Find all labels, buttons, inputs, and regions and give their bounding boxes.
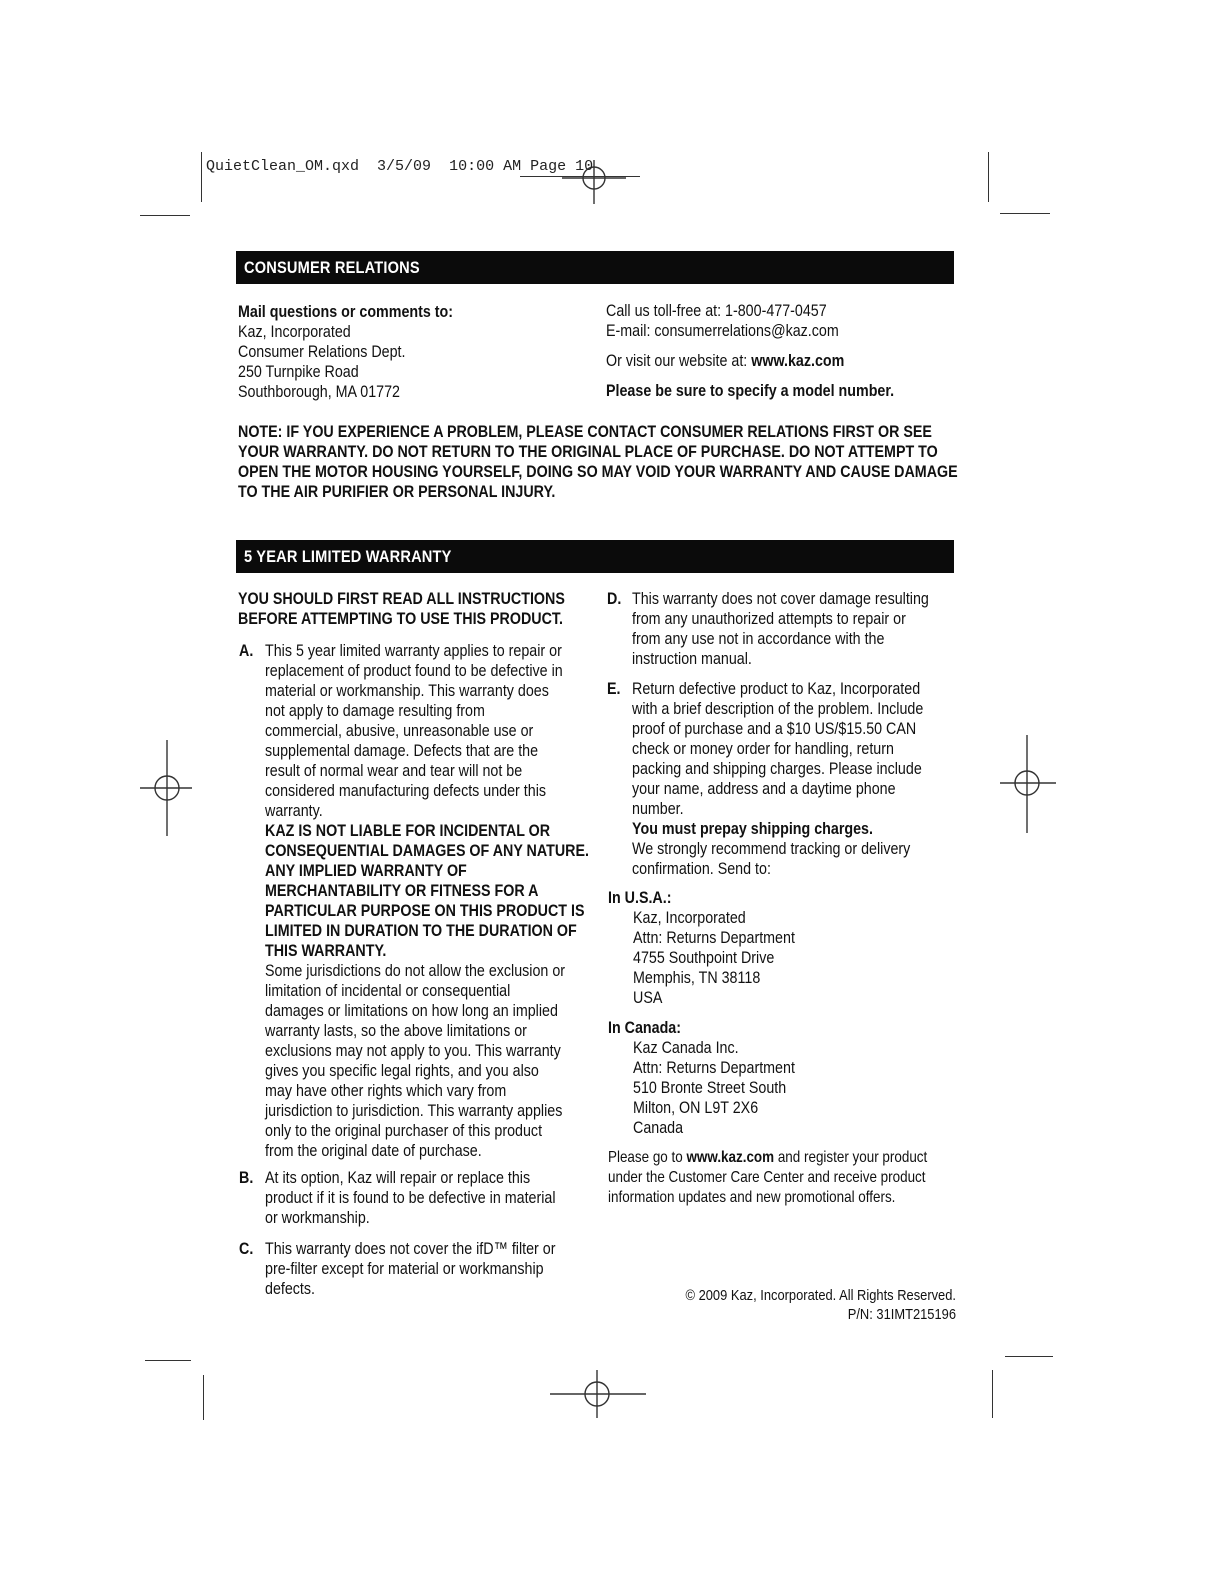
note-line: NOTE: IF YOU EXPERIENCE A PROBLEM, PLEASE CONTACT CONSUMER RELATIONS FIRST OR SEE xyxy=(238,422,932,441)
part-number: P/N: 31IMT215196 xyxy=(847,1306,956,1323)
crop-mark xyxy=(203,1375,204,1420)
note-line: TO THE AIR PURIFIER OR PERSONAL INJURY. xyxy=(238,482,556,501)
phone-line: Call us toll-free at: 1-800-477-0457 xyxy=(606,301,827,320)
note-line: OPEN THE MOTOR HOUSING YOURSELF, DOING SO MAY VOID YOUR WARRANTY AND CAUSE DAMAGE xyxy=(238,462,958,481)
item-c: This warranty does not cover the ifD™ filter or pre-filter except for material or workmanship defects. xyxy=(265,1239,556,1298)
register-note: Please go to www.kaz.com and register your product under the Customer Care Center and receive product information updates and new promotional offers. xyxy=(608,1149,928,1206)
item-letter: E. xyxy=(607,679,621,698)
crop-mark xyxy=(1005,1356,1053,1357)
website-line: Or visit our website at: www.kaz.com xyxy=(606,351,845,370)
item-letter: B. xyxy=(239,1168,254,1187)
mail-line: 250 Turnpike Road xyxy=(238,362,359,381)
slug-filename: QuietClean_OM.qxd xyxy=(206,158,360,175)
crop-mark xyxy=(140,215,190,216)
section-header-consumer-relations: CONSUMER RELATIONS xyxy=(236,251,954,284)
slug-underline xyxy=(520,176,640,177)
canada-label: In Canada: xyxy=(608,1018,682,1037)
usa-address: Kaz, Incorporated Attn: Returns Department 4755 Southpoint Drive Memphis, TN 38118 USA xyxy=(633,908,795,1007)
item-letter: C. xyxy=(239,1239,254,1258)
crop-mark xyxy=(145,1360,191,1361)
problem-note xyxy=(238,422,958,502)
usa-label: In U.S.A.: xyxy=(608,888,672,907)
mail-line: Consumer Relations Dept. xyxy=(238,342,406,361)
crop-mark xyxy=(992,1370,993,1418)
registration-mark-icon xyxy=(140,740,192,836)
copyright: © 2009 Kaz, Incorporated. All Rights Reserved. xyxy=(685,1287,956,1304)
item-letter: D. xyxy=(607,589,622,608)
model-number-note: Please be sure to specify a model number. xyxy=(606,381,895,400)
intro-line: BEFORE ATTEMPTING TO USE THIS PRODUCT. xyxy=(238,609,564,628)
item-e: Return defective product to Kaz, Incorporated with a brief description of the problem. Include proof of purchase and a $10 US/$15.50 CAN check or money order for handling, return packing and shipping charges. Please include your name, address and a daytime phone number. You must prepay shipping charges. We strongly recommend tracking or delivery confirmation. Send to: xyxy=(632,679,924,878)
slug-page-number: 10 xyxy=(575,158,594,175)
email-line: E-mail: consumerrelations@kaz.com xyxy=(606,321,839,340)
item-b: At its option, Kaz will repair or replace this product if it is found to be defective in material or workmanship. xyxy=(265,1168,556,1227)
mail-line: Southborough, MA 01772 xyxy=(238,382,400,401)
slug-date: 3/5/09 xyxy=(377,158,432,175)
slug-time: 10:00 AM xyxy=(449,158,522,175)
item-d: This warranty does not cover damage resulting from any unauthorized attempts to repair or from any use not in accordance with the instruction manual. xyxy=(632,589,929,668)
crop-mark xyxy=(201,152,202,202)
mail-line: Kaz, Incorporated xyxy=(238,322,351,341)
registration-mark-icon xyxy=(550,1368,646,1420)
website-link[interactable]: www.kaz.com xyxy=(751,351,845,370)
register-website-link[interactable]: www.kaz.com xyxy=(686,1149,775,1166)
crop-mark xyxy=(1000,213,1050,214)
footer xyxy=(600,1286,956,1324)
slug-line xyxy=(206,158,593,175)
canada-address: Kaz Canada Inc. Attn: Returns Department 510 Bronte Street South Milton, ON L9T 2X6 Canada xyxy=(633,1038,795,1137)
intro-line: YOU SHOULD FIRST READ ALL INSTRUCTIONS xyxy=(238,589,565,608)
section-header-warranty: 5 YEAR LIMITED WARRANTY xyxy=(236,540,954,573)
mail-label: Mail questions or comments to: xyxy=(238,302,454,321)
registration-mark-icon xyxy=(1000,735,1056,833)
mail-block xyxy=(238,302,453,402)
contact-block xyxy=(606,301,894,401)
item-a: This 5 year limited warranty applies to repair or replacement of product found to be defective in material or workmanship. This warranty does not apply to damage resulting from commercial, abusive, unreasonable use or supplemental damage. Defects that are the result of normal wear and tear will not be considered manufacturing defects under this warranty. KAZ IS NOT LIABLE FOR INCIDENTAL OR CONSEQUENTIAL DAMAGES OF ANY NATURE. ANY IMPLIED WARRANTY OF MERCHANTABILITY OR FITNESS FOR A PARTICULAR PURPOSE ON THIS PRODUCT IS LIMITED IN DURATION TO THE DURATION OF THIS WARRANTY. Some jurisdictions do not allow the exclusion or limitation of incidental or consequential damages or limitations on how long an implied warranty lasts, so the above limitations or exclusions may not apply to you. This warranty gives you specific legal rights, and you also may have other rights which vary from jurisdiction to jurisdiction. This warranty applies only to the original purchaser of this product from the original date of purchase. xyxy=(265,641,589,1160)
note-line: YOUR WARRANTY. DO NOT RETURN TO THE ORIGINAL PLACE OF PURCHASE. DO NOT ATTEMPT TO xyxy=(238,442,938,461)
slug-page-label: Page xyxy=(530,158,567,175)
warranty-intro xyxy=(238,589,565,629)
crop-mark xyxy=(988,152,989,202)
item-letter: A. xyxy=(239,641,254,660)
